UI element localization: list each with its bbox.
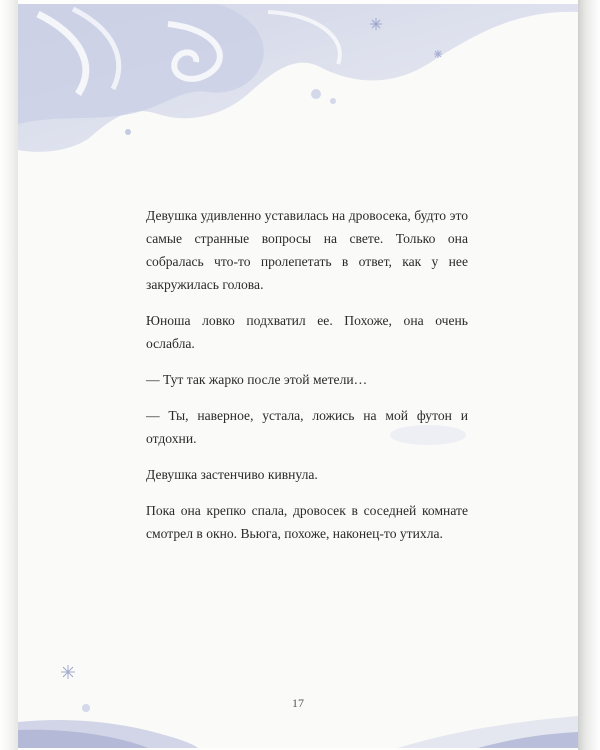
page-right-margin [578, 0, 600, 750]
paragraph: Юноша ловко подхватил ее. Похоже, она очень ослабла. [146, 313, 468, 351]
paragraph: Девушка застенчиво кивнула. [146, 467, 318, 482]
snow-swirl-illustration-top [18, 4, 578, 154]
dialogue-line: — Ты, наверное, устала, ложись на мой футон и отдохни. [146, 408, 468, 446]
page-sheet [18, 4, 578, 748]
paragraph: Девушка удивленно уставилась на дровосека, будто это самые странные вопросы на свете. Только она собралась что-то пролепетать в ответ, как у нее закружилась голова. [146, 208, 468, 292]
page-number: 17 [292, 696, 304, 710]
dialogue-line: — Тут так жарко после этой метели… [146, 372, 368, 387]
page-left-margin [0, 0, 18, 750]
paragraph: Пока она крепко спала, дровосек в соседней комнате смотрел в окно. Вьюга, похоже, наконец-то утихла. [146, 503, 468, 541]
story-text [146, 204, 468, 558]
snow-illustration-bottom [18, 604, 578, 748]
